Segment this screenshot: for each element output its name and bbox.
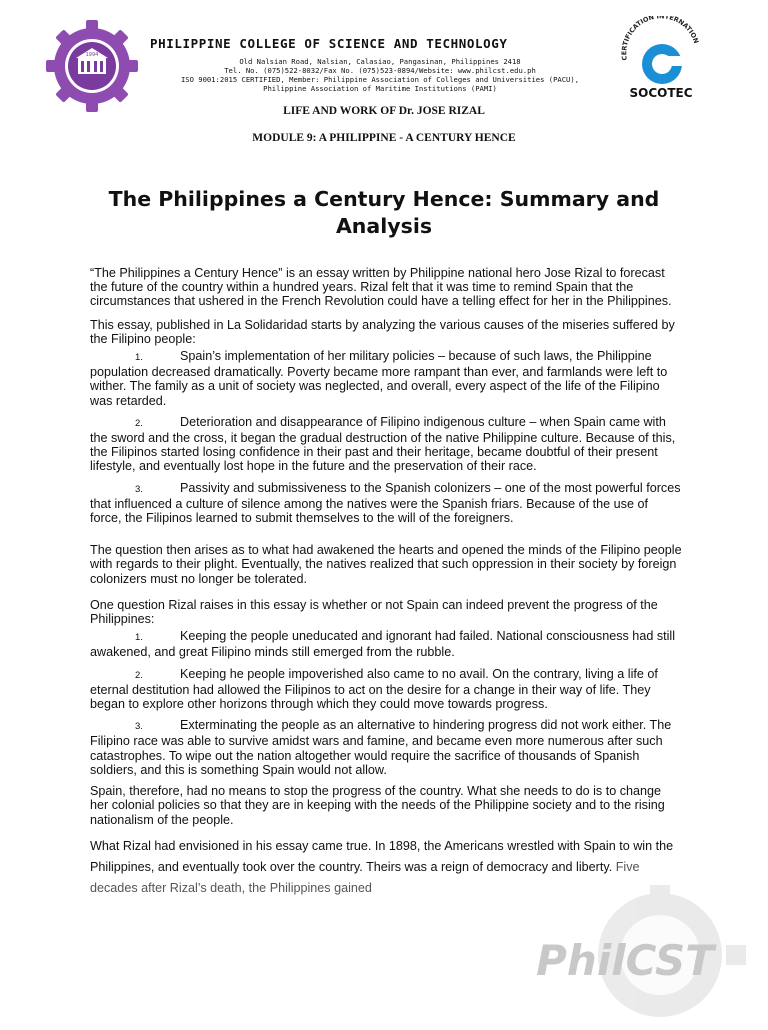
- causes-list: [90, 349, 682, 525]
- list-item: [90, 667, 682, 712]
- closing-paragraph: [90, 836, 682, 899]
- school-seal-logo: [44, 18, 140, 114]
- closing-continued-text: Five decades after Rizal’s death, the Philippines gained: [90, 859, 640, 895]
- seal-year: 1994: [85, 52, 99, 58]
- progress-intro-paragraph: One question Rizal raises in this essay is whether or not Spain can indeed prevent the progress of the Philippines:: [90, 597, 658, 627]
- cert-brand: SOCOTEC: [629, 86, 693, 100]
- socotec-certification-logo: [615, 16, 707, 102]
- list-item: [90, 415, 682, 474]
- iso-certification: ISO 9001:2015 CERTIFIED, Member: Philippine Association of Colleges and Universities (PACU),: [180, 75, 580, 84]
- list-number: 2.: [135, 417, 143, 429]
- course-title: LIFE AND WORK OF Dr. JOSE RIZAL: [283, 105, 485, 117]
- closing-text: What Rizal had envisioned in his essay came true. In 1898, the Americans wrestled with Spain to win the Philippines, and eventually took over the country. Theirs was a reign of democracy and liberty.: [90, 838, 674, 874]
- list-text: Exterminating the people as an alternative to hindering progress did not work either. The Filipino race was able to survive amidst wars and famine, and became even more numerous after such catastrophes. To wipe out the nation altogether would require the sacrifice of thousands of Spanish soldiers, and this is something Spain would not allow.: [90, 718, 672, 777]
- causes-intro-paragraph: This essay, published in La Solidaridad starts by analyzing the various causes of the miseries suffered by the Filipino people:: [90, 317, 675, 346]
- article-title: The Philippines a Century Hence: Summary and Analysis: [108, 187, 660, 238]
- cert-arc-text: CERTIFICATION INTERNATION: [620, 16, 701, 61]
- list-text: Spain’s implementation of her military policies – because of such laws, the Philippine population decreased dramatically. Poverty became more rampant than ever, and farmlands were left to wither. The family as a unit of society was neglected, and overall, every aspect of the life of the Filipino was retarded.: [90, 349, 668, 408]
- list-item: [90, 481, 682, 526]
- school-address: Old Nalsian Road, Nalsian, Calasiao, Pangasinan, Philippines 2418: [239, 57, 521, 66]
- list-number: 1.: [135, 632, 143, 644]
- list-text: Keeping he people impoverished also came to no avail. On the contrary, living a life of eternal destitution had allowed the Filipinos to act on the desire for a change in their way of life. They began to explore other horizons through which they could move towards progress.: [90, 666, 658, 712]
- article-body: [90, 266, 682, 908]
- list-number: 3.: [135, 483, 143, 495]
- list-text: Keeping the people uneducated and ignorant had failed. National consciousness had still awakened, and great Filipino minds still emerged from the rubble.: [90, 629, 676, 660]
- list-text: Deterioration and disappearance of Filipino indigenous culture – when Spain came with the sword and the cross, it began the gradual destruction of the native Philippine culture. Because of this, the Filipinos started losing confidence in their past and their heritage, became doubtful of their present lifestyle, and eventually lost hope in the future and the preservation of their race.: [90, 414, 676, 474]
- question-paragraph: The question then arises as to what had awakened the hearts and opened the minds of the Filipino people with regards to their plight. Eventually, the natives realized that such oppression in their society by foreign colonizers must no longer be tolerated.: [90, 543, 682, 586]
- intro-paragraph: “The Philippines a Century Hence” is an essay written by Philippine national hero Jose Rizal to forecast the future of the country within a hundred years. Rizal felt that it was time to remind Spain that the circumstances that ushered in the French Revolution could have a telling effect for her in the Philippines.: [90, 266, 672, 309]
- school-contact: Tel. No. (075)522-8032/Fax No. (075)523-0894/Website: www.philcst.edu.ph: [224, 66, 536, 75]
- school-name: PHILIPPINE COLLEGE OF SCIENCE AND TECHNOLOGY: [150, 36, 508, 51]
- list-item: [90, 718, 682, 777]
- module-title: MODULE 9: A PHILIPPINE - A CENTURY HENCE: [252, 132, 516, 144]
- progress-list: [90, 629, 682, 777]
- spain-paragraph: Spain, therefore, had no means to stop the progress of the country. What she needs to do is to change her colonial policies so that they are in keeping with the needs of the Philippine society and to the rising nationalism of the people.: [90, 784, 665, 827]
- list-number: 1.: [135, 352, 143, 364]
- list-item: [90, 629, 682, 659]
- list-number: 3.: [135, 721, 143, 733]
- pami-membership: Philippine Association of Maritime Institutions (PAMI): [263, 84, 497, 93]
- list-text: Passivity and submissiveness to the Spanish colonizers – one of the most powerful forces that influenced a culture of silence among the natives were the Spanish friars. Because of the use of force, the Filipinos learned to submit themselves to the will of the foreigners.: [90, 480, 681, 526]
- list-number: 2.: [135, 669, 143, 681]
- list-item: [90, 349, 682, 408]
- watermark-text: PhilCST: [536, 936, 714, 985]
